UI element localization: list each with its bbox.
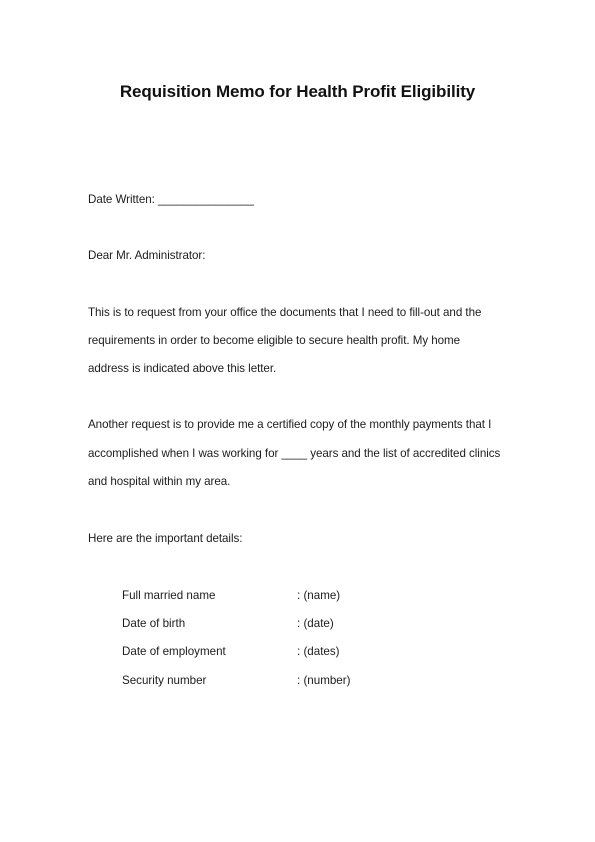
detail-label-security-number: Security number bbox=[122, 674, 207, 687]
detail-label-date-of-birth: Date of birth bbox=[122, 617, 186, 630]
detail-label-date-of-employment: Date of employment bbox=[122, 645, 226, 658]
detail-value-date-of-birth: : (date) bbox=[297, 617, 334, 630]
salutation: Dear Mr. Administrator: bbox=[88, 249, 206, 262]
detail-value-full-married-name: : (name) bbox=[297, 589, 341, 602]
detail-value-security-number: : (number) bbox=[297, 674, 351, 687]
paragraph-1-line-3: address is indicated above this letter. bbox=[88, 362, 277, 375]
paragraph-2-line-1: Another request is to provide me a certified copy of the monthly payments that I bbox=[88, 418, 492, 431]
details-intro: Here are the important details: bbox=[88, 532, 243, 545]
paragraph-2-line-2: accomplished when I was working for ____ years and the list of accredited clinics bbox=[88, 447, 501, 460]
paragraph-2-line-3: and hospital within my area. bbox=[88, 475, 231, 488]
date-written-line: Date Written: _______________ bbox=[88, 193, 254, 206]
paragraph-1-line-2: requirements in order to become eligible to secure health profit. My home bbox=[88, 334, 461, 347]
paragraph-1-line-1: This is to request from your office the documents that I need to fill-out and the bbox=[88, 306, 482, 319]
document-title: Requisition Memo for Health Profit Eligibility bbox=[119, 82, 476, 101]
detail-value-date-of-employment: : (dates) bbox=[297, 645, 340, 658]
detail-label-full-married-name: Full married name bbox=[122, 589, 216, 602]
